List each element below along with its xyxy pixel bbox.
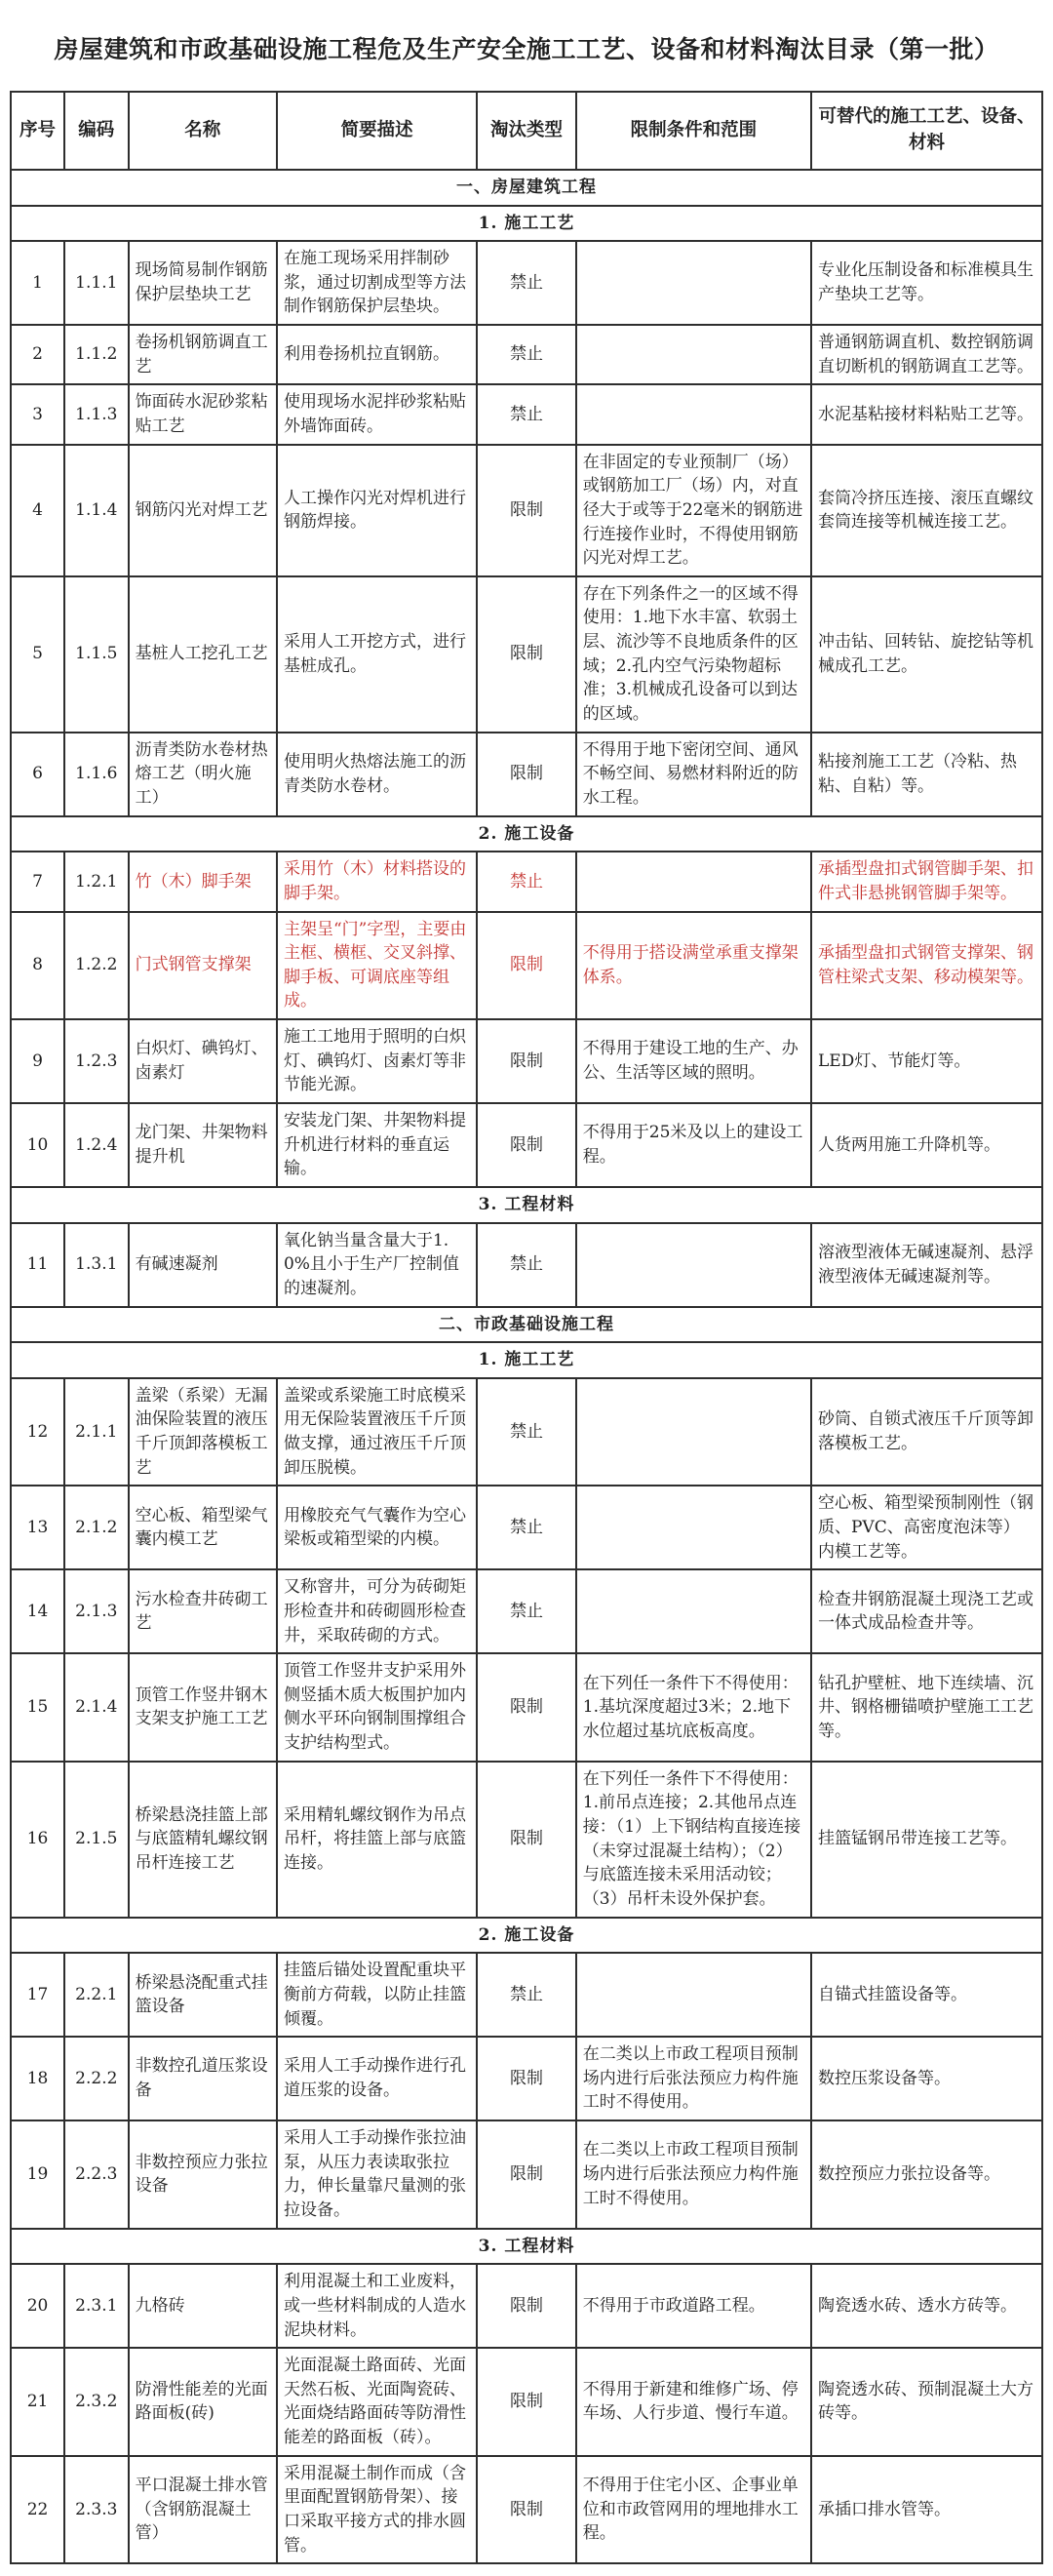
col-header-elim-type: 淘汰类型 bbox=[477, 92, 576, 170]
cell-elim: 限制 bbox=[477, 2456, 576, 2564]
subsection-label: 1. 施工工艺 bbox=[11, 1342, 1042, 1378]
cell-code: 2.1.5 bbox=[64, 1762, 129, 1918]
cell-alt: 水泥基粘接材料粘贴工艺等。 bbox=[811, 384, 1042, 444]
table-row bbox=[11, 1653, 1042, 1762]
cell-alt: 冲击钻、回转钻、旋挖钻等机械成孔工艺。 bbox=[811, 576, 1042, 733]
cell-restrict: 不得用于地下密闭空间、通风不畅空间、易燃材料附近的防水工程。 bbox=[576, 733, 811, 816]
cell-name: 饰面砖水泥砂浆粘贴工艺 bbox=[129, 384, 277, 444]
col-header-alternative: 可替代的施工工艺、设备、材料 bbox=[811, 92, 1042, 170]
cell-no: 14 bbox=[11, 1569, 64, 1653]
table-row bbox=[11, 1569, 1042, 1653]
cell-no: 21 bbox=[11, 2348, 64, 2456]
cell-elim: 禁止 bbox=[477, 1378, 576, 1486]
section-row bbox=[11, 1307, 1042, 1343]
cell-alt: 空心板、箱型梁预制刚性（钢质、PVC、高密度泡沫等）内模工艺等。 bbox=[811, 1486, 1042, 1569]
table-row bbox=[11, 2456, 1042, 2564]
cell-code: 1.1.4 bbox=[64, 445, 129, 576]
cell-elim: 限制 bbox=[477, 2037, 576, 2120]
cell-elim: 限制 bbox=[477, 1762, 576, 1918]
cell-elim: 禁止 bbox=[477, 384, 576, 444]
subsection-row bbox=[11, 1342, 1042, 1378]
cell-name: 污水检查井砖砌工艺 bbox=[129, 1569, 277, 1653]
cell-desc: 安装龙门架、井架物料提升机进行材料的垂直运输。 bbox=[277, 1103, 477, 1187]
cell-desc: 使用明火热熔法施工的沥青类防水卷材。 bbox=[277, 733, 477, 816]
cell-desc: 施工工地用于照明的白炽灯、碘钨灯、卤素灯等非节能光源。 bbox=[277, 1019, 477, 1103]
cell-no: 16 bbox=[11, 1762, 64, 1918]
cell-restrict: 不得用于搭设满堂承重支撑架体系。 bbox=[576, 912, 811, 1020]
cell-code: 2.3.1 bbox=[64, 2264, 129, 2348]
cell-restrict: 不得用于25米及以上的建设工程。 bbox=[576, 1103, 811, 1187]
table-row bbox=[11, 1762, 1042, 1918]
table-row bbox=[11, 1223, 1042, 1307]
cell-name: 竹（木）脚手架 bbox=[129, 852, 277, 911]
cell-code: 2.2.2 bbox=[64, 2037, 129, 2120]
cell-desc: 采用人工手动操作进行孔道压浆的设备。 bbox=[277, 2037, 477, 2120]
table-row bbox=[11, 852, 1042, 911]
cell-code: 1.2.4 bbox=[64, 1103, 129, 1187]
cell-desc: 人工操作闪光对焊机进行钢筋焊接。 bbox=[277, 445, 477, 576]
col-header-no: 序号 bbox=[11, 92, 64, 170]
cell-elim: 限制 bbox=[477, 1653, 576, 1762]
cell-no: 11 bbox=[11, 1223, 64, 1307]
cell-elim: 限制 bbox=[477, 733, 576, 816]
cell-alt: 检查井钢筋混凝土现浇工艺或一体式成品检查井等。 bbox=[811, 1569, 1042, 1653]
cell-restrict: 不得用于新建和维修广场、停车场、人行步道、慢行车道。 bbox=[576, 2348, 811, 2456]
table-row bbox=[11, 1953, 1042, 2037]
cell-name: 九格砖 bbox=[129, 2264, 277, 2348]
cell-alt: 数控预应力张拉设备等。 bbox=[811, 2120, 1042, 2229]
cell-no: 7 bbox=[11, 852, 64, 911]
cell-no: 1 bbox=[11, 241, 64, 325]
cell-no: 2 bbox=[11, 325, 64, 384]
cell-name: 卷扬机钢筋调直工艺 bbox=[129, 325, 277, 384]
cell-desc: 采用人工开挖方式，进行基桩成孔。 bbox=[277, 576, 477, 733]
cell-alt: 挂篮锰钢吊带连接工艺等。 bbox=[811, 1762, 1042, 1918]
cell-code: 1.1.6 bbox=[64, 733, 129, 816]
cell-code: 1.1.1 bbox=[64, 241, 129, 325]
cell-restrict bbox=[576, 1378, 811, 1486]
cell-restrict: 在二类以上市政工程项目预制场内进行后张法预应力构件施工时不得使用。 bbox=[576, 2037, 811, 2120]
cell-desc: 采用精轧螺纹钢作为吊点吊杆，将挂篮上部与底篮连接。 bbox=[277, 1762, 477, 1918]
table-row bbox=[11, 2348, 1042, 2456]
cell-no: 10 bbox=[11, 1103, 64, 1187]
cell-restrict bbox=[576, 1486, 811, 1569]
section-row bbox=[11, 170, 1042, 206]
cell-restrict bbox=[576, 325, 811, 384]
table-row bbox=[11, 1019, 1042, 1103]
cell-elim: 限制 bbox=[477, 445, 576, 576]
table-row bbox=[11, 2037, 1042, 2120]
subsection-label: 3. 工程材料 bbox=[11, 2229, 1042, 2265]
cell-name: 平口混凝土排水管（含钢筋混凝土管） bbox=[129, 2456, 277, 2564]
cell-alt: 粘接剂施工工艺（冷粘、热粘、自粘）等。 bbox=[811, 733, 1042, 816]
cell-alt: 人货两用施工升降机等。 bbox=[811, 1103, 1042, 1187]
table-row bbox=[11, 2264, 1042, 2348]
cell-no: 17 bbox=[11, 1953, 64, 2037]
cell-code: 2.1.1 bbox=[64, 1378, 129, 1486]
cell-code: 1.3.1 bbox=[64, 1223, 129, 1307]
cell-alt: 自锚式挂篮设备等。 bbox=[811, 1953, 1042, 2037]
cell-no: 5 bbox=[11, 576, 64, 733]
cell-code: 2.2.3 bbox=[64, 2120, 129, 2229]
cell-restrict: 存在下列条件之一的区域不得使用：1.地下水丰富、软弱土层、流沙等不良地质条件的区域；2.孔内空气污染物超标准；3.机械成孔设备可以到达的区域。 bbox=[576, 576, 811, 733]
cell-code: 2.3.3 bbox=[64, 2456, 129, 2564]
cell-no: 19 bbox=[11, 2120, 64, 2229]
cell-desc: 光面混凝土路面砖、光面天然石板、光面陶瓷砖、光面烧结路面砖等防滑性能差的路面板（砖）。 bbox=[277, 2348, 477, 2456]
cell-restrict bbox=[576, 1953, 811, 2037]
cell-alt: 溶液型液体无碱速凝剂、悬浮液型液体无碱速凝剂等。 bbox=[811, 1223, 1042, 1307]
cell-alt: 承插型盘扣式钢管脚手架、扣件式非悬挑钢管脚手架等。 bbox=[811, 852, 1042, 911]
cell-code: 1.2.1 bbox=[64, 852, 129, 911]
cell-elim: 禁止 bbox=[477, 1569, 576, 1653]
cell-code: 1.2.2 bbox=[64, 912, 129, 1020]
cell-elim: 禁止 bbox=[477, 241, 576, 325]
cell-no: 3 bbox=[11, 384, 64, 444]
cell-elim: 限制 bbox=[477, 1103, 576, 1187]
table-row bbox=[11, 576, 1042, 733]
cell-no: 12 bbox=[11, 1378, 64, 1486]
cell-name: 非数控孔道压浆设备 bbox=[129, 2037, 277, 2120]
subsection-row bbox=[11, 2229, 1042, 2265]
cell-desc: 使用现场水泥拌砂浆粘贴外墙饰面砖。 bbox=[277, 384, 477, 444]
table-row bbox=[11, 1103, 1042, 1187]
cell-desc: 采用竹（木）材料搭设的脚手架。 bbox=[277, 852, 477, 911]
cell-no: 18 bbox=[11, 2037, 64, 2120]
cell-name: 顶管工作竖井钢木支架支护施工工艺 bbox=[129, 1653, 277, 1762]
table-row bbox=[11, 2120, 1042, 2229]
cell-name: 防滑性能差的光面路面板(砖) bbox=[129, 2348, 277, 2456]
cell-alt: 钻孔护壁桩、地下连续墙、沉井、钢格栅锚喷护壁施工工艺等。 bbox=[811, 1653, 1042, 1762]
cell-desc: 氧化钠当量含量大于1.0%且小于生产厂控制值的速凝剂。 bbox=[277, 1223, 477, 1307]
table-row bbox=[11, 912, 1042, 1020]
cell-restrict bbox=[576, 1223, 811, 1307]
cell-alt: 陶瓷透水砖、预制混凝土大方砖等。 bbox=[811, 2348, 1042, 2456]
cell-elim: 禁止 bbox=[477, 1223, 576, 1307]
col-header-restrict: 限制条件和范围 bbox=[576, 92, 811, 170]
cell-name: 非数控预应力张拉设备 bbox=[129, 2120, 277, 2229]
cell-alt: 套筒冷挤压连接、滚压直螺纹套筒连接等机械连接工艺。 bbox=[811, 445, 1042, 576]
cell-restrict: 不得用于建设工地的生产、办公、生活等区域的照明。 bbox=[576, 1019, 811, 1103]
cell-no: 22 bbox=[11, 2456, 64, 2564]
table-row bbox=[11, 384, 1042, 444]
cell-name: 盖梁（系梁）无漏油保险装置的液压千斤顶卸落模板工艺 bbox=[129, 1378, 277, 1486]
cell-desc: 又称窨井，可分为砖砌矩形检查井和砖砌圆形检查井，采取砖砌的方式。 bbox=[277, 1569, 477, 1653]
catalog-table bbox=[10, 91, 1043, 2564]
cell-restrict bbox=[576, 241, 811, 325]
cell-code: 2.1.2 bbox=[64, 1486, 129, 1569]
cell-elim: 禁止 bbox=[477, 325, 576, 384]
cell-name: 钢筋闪光对焊工艺 bbox=[129, 445, 277, 576]
cell-desc: 顶管工作竖井支护采用外侧竖插木质大板围护加内侧水平环向钢制围撑组合支护结构型式。 bbox=[277, 1653, 477, 1762]
cell-code: 1.1.3 bbox=[64, 384, 129, 444]
cell-elim: 限制 bbox=[477, 912, 576, 1020]
catalog-table-body bbox=[11, 170, 1042, 2563]
cell-desc: 利用卷扬机拉直钢筋。 bbox=[277, 325, 477, 384]
cell-code: 2.1.3 bbox=[64, 1569, 129, 1653]
cell-desc: 采用混凝土制作而成（含里面配置钢筋骨架）、接口采取平接方式的排水圆管。 bbox=[277, 2456, 477, 2564]
cell-elim: 禁止 bbox=[477, 852, 576, 911]
cell-elim: 禁止 bbox=[477, 1953, 576, 2037]
table-row bbox=[11, 1486, 1042, 1569]
subsection-label: 3. 工程材料 bbox=[11, 1187, 1042, 1223]
cell-restrict: 不得用于市政道路工程。 bbox=[576, 2264, 811, 2348]
cell-restrict: 在下列任一条件下不得使用：1.基坑深度超过3米；2.地下水位超过基坑底板高度。 bbox=[576, 1653, 811, 1762]
cell-name: 桥梁悬浇挂篮上部与底篮精轧螺纹钢吊杆连接工艺 bbox=[129, 1762, 277, 1918]
cell-name: 基桩人工挖孔工艺 bbox=[129, 576, 277, 733]
cell-elim: 限制 bbox=[477, 576, 576, 733]
cell-alt: LED灯、节能灯等。 bbox=[811, 1019, 1042, 1103]
subsection-row bbox=[11, 206, 1042, 242]
cell-no: 6 bbox=[11, 733, 64, 816]
cell-name: 桥梁悬浇配重式挂篮设备 bbox=[129, 1953, 277, 2037]
cell-code: 1.2.3 bbox=[64, 1019, 129, 1103]
subsection-row bbox=[11, 1918, 1042, 1954]
cell-elim: 限制 bbox=[477, 1019, 576, 1103]
cell-restrict bbox=[576, 384, 811, 444]
cell-name: 龙门架、井架物料提升机 bbox=[129, 1103, 277, 1187]
subsection-label: 1. 施工工艺 bbox=[11, 206, 1042, 242]
table-header bbox=[11, 92, 1042, 170]
cell-name: 有碱速凝剂 bbox=[129, 1223, 277, 1307]
subsection-row bbox=[11, 1187, 1042, 1223]
table-row bbox=[11, 445, 1042, 576]
cell-alt: 专业化压制设备和标准模具生产垫块工艺等。 bbox=[811, 241, 1042, 325]
cell-name: 现场简易制作钢筋保护层垫块工艺 bbox=[129, 241, 277, 325]
cell-alt: 承插型盘扣式钢管支撑架、钢管柱梁式支架、移动模架等。 bbox=[811, 912, 1042, 1020]
cell-restrict bbox=[576, 1569, 811, 1653]
cell-restrict: 在非固定的专业预制厂（场）或钢筋加工厂（场）内，对直径大于或等于22毫米的钢筋进行连接作业时，不得使用钢筋闪光对焊工艺。 bbox=[576, 445, 811, 576]
header-row bbox=[11, 92, 1042, 170]
cell-no: 4 bbox=[11, 445, 64, 576]
cell-desc: 挂篮后锚处设置配重块平衡前方荷载，以防止挂篮倾覆。 bbox=[277, 1953, 477, 2037]
cell-name: 门式钢管支撑架 bbox=[129, 912, 277, 1020]
table-row bbox=[11, 733, 1042, 816]
cell-alt: 承插口排水管等。 bbox=[811, 2456, 1042, 2564]
cell-no: 13 bbox=[11, 1486, 64, 1569]
section-label: 二、市政基础设施工程 bbox=[11, 1307, 1042, 1343]
cell-elim: 限制 bbox=[477, 2120, 576, 2229]
col-header-desc: 简要描述 bbox=[277, 92, 477, 170]
subsection-row bbox=[11, 816, 1042, 852]
cell-elim: 限制 bbox=[477, 2348, 576, 2456]
subsection-label: 2. 施工设备 bbox=[11, 816, 1042, 852]
cell-code: 2.3.2 bbox=[64, 2348, 129, 2456]
cell-restrict: 不得用于住宅小区、企事业单位和市政管网用的埋地排水工程。 bbox=[576, 2456, 811, 2564]
cell-alt: 砂筒、自锁式液压千斤顶等卸落模板工艺。 bbox=[811, 1378, 1042, 1486]
col-header-name: 名称 bbox=[129, 92, 277, 170]
cell-code: 1.1.5 bbox=[64, 576, 129, 733]
cell-name: 空心板、箱型梁气囊内模工艺 bbox=[129, 1486, 277, 1569]
cell-no: 15 bbox=[11, 1653, 64, 1762]
cell-elim: 限制 bbox=[477, 2264, 576, 2348]
cell-no: 9 bbox=[11, 1019, 64, 1103]
cell-code: 2.1.4 bbox=[64, 1653, 129, 1762]
cell-desc: 采用人工手动操作张拉油泵，从压力表读取张拉力，伸长量靠尺量测的张拉设备。 bbox=[277, 2120, 477, 2229]
cell-desc: 在施工现场采用拌制砂浆，通过切割成型等方法制作钢筋保护层垫块。 bbox=[277, 241, 477, 325]
cell-desc: 用橡胶充气气囊作为空心梁板或箱型梁的内模。 bbox=[277, 1486, 477, 1569]
page-title: 房屋建筑和市政基础设施工程危及生产安全施工工艺、设备和材料淘汰目录（第一批） bbox=[54, 35, 999, 63]
cell-alt: 陶瓷透水砖、透水方砖等。 bbox=[811, 2264, 1042, 2348]
cell-name: 沥青类防水卷材热熔工艺（明火施工） bbox=[129, 733, 277, 816]
subsection-label: 2. 施工设备 bbox=[11, 1918, 1042, 1954]
cell-restrict: 在二类以上市政工程项目预制场内进行后张法预应力构件施工时不得使用。 bbox=[576, 2120, 811, 2229]
cell-desc: 利用混凝土和工业废料，或一些材料制成的人造水泥块材料。 bbox=[277, 2264, 477, 2348]
cell-desc: 主架呈“门”字型，主要由主框、横框、交叉斜撑、脚手板、可调底座等组成。 bbox=[277, 912, 477, 1020]
cell-alt: 数控压浆设备等。 bbox=[811, 2037, 1042, 2120]
table-row bbox=[11, 325, 1042, 384]
cell-elim: 禁止 bbox=[477, 1486, 576, 1569]
cell-desc: 盖梁或系梁施工时底模采用无保险装置液压千斤顶做支撑，通过液压千斤顶卸压脱模。 bbox=[277, 1378, 477, 1486]
cell-name: 白炽灯、碘钨灯、卤素灯 bbox=[129, 1019, 277, 1103]
cell-no: 20 bbox=[11, 2264, 64, 2348]
table-row bbox=[11, 241, 1042, 325]
cell-no: 8 bbox=[11, 912, 64, 1020]
cell-code: 1.1.2 bbox=[64, 325, 129, 384]
col-header-code: 编码 bbox=[64, 92, 129, 170]
cell-alt: 普通钢筋调直机、数控钢筋调直切断机的钢筋调直工艺等。 bbox=[811, 325, 1042, 384]
cell-restrict: 在下列任一条件下不得使用：1.前吊点连接；2.其他吊点连接：（1）上下钢结构直接连接（未穿过混凝土结构）；（2）与底篮连接未采用活动铰；（3）吊杆未设外保护套。 bbox=[576, 1762, 811, 1918]
cell-restrict bbox=[576, 852, 811, 911]
cell-code: 2.2.1 bbox=[64, 1953, 129, 2037]
table-row bbox=[11, 1378, 1042, 1486]
section-label: 一、房屋建筑工程 bbox=[11, 170, 1042, 206]
